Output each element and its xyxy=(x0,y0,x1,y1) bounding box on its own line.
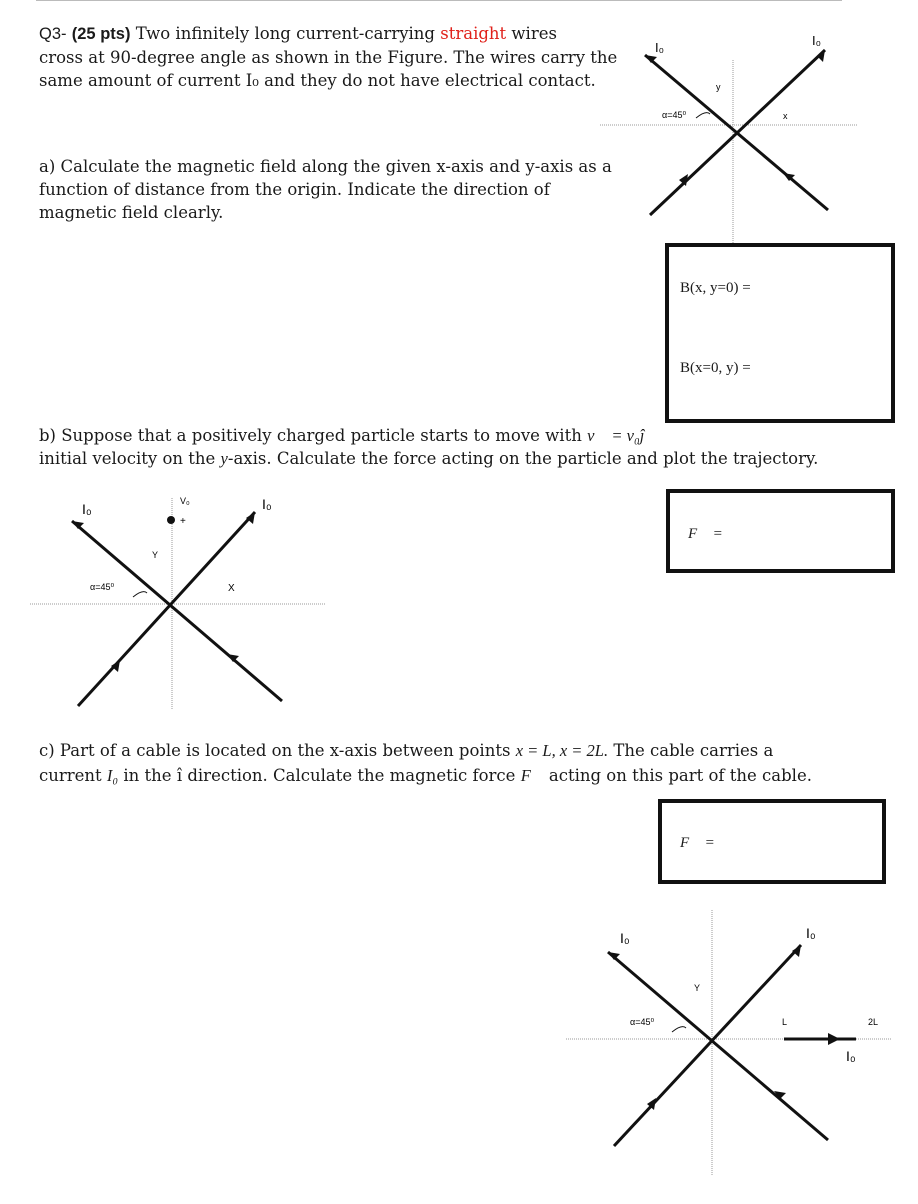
point-2l-label: 2L xyxy=(868,1017,879,1027)
part-a-line-3: magnetic field clearly. xyxy=(39,203,224,222)
current-label: I₀ xyxy=(655,40,665,55)
intro-line-3: same amount of current I₀ and they do not have electrical contact. xyxy=(39,71,596,90)
angle-label: α=45⁰ xyxy=(630,1017,655,1027)
wire-1 xyxy=(72,521,282,701)
x-axis-label: X xyxy=(228,583,235,594)
current-label: I₀ xyxy=(806,925,816,941)
top-rule xyxy=(36,0,842,1)
arrow-icon xyxy=(828,1033,840,1045)
part-b-y: y xyxy=(220,449,228,468)
part-c-text xyxy=(39,738,812,788)
question-number: Q3- xyxy=(39,25,67,43)
part-a-text xyxy=(39,155,612,224)
part-c-force: F⃗ xyxy=(520,766,544,785)
intro-highlight: straight xyxy=(440,24,507,43)
part-b-velocity: v⃗ = v₀ĵ xyxy=(587,426,645,445)
y-axis-label: Y xyxy=(152,550,159,560)
answer-box-part-a[interactable] xyxy=(665,243,895,423)
part-a-line-2: function of distance from the origin. Indicate the direction of xyxy=(39,180,550,199)
charged-particle xyxy=(167,516,175,524)
part-b-line-1: b) Suppose that a positively charged particle starts to move with xyxy=(39,426,582,445)
question-points: (25 pts) xyxy=(71,25,131,43)
intro-text-1: Two infinitely long current-carrying xyxy=(135,24,435,43)
cable-current-label: I₀ xyxy=(846,1048,856,1064)
part-b-text xyxy=(39,424,818,470)
intro-line-2: cross at 90-degree angle as shown in the Figure. The wires carry the xyxy=(39,48,618,67)
wire-2 xyxy=(650,50,825,215)
y-axis-label: Y xyxy=(694,983,701,993)
current-label: I₀ xyxy=(812,33,822,48)
wire-1 xyxy=(608,952,828,1140)
figure-crossed-wires-2 xyxy=(30,478,330,713)
answer-box-part-c[interactable] xyxy=(658,799,886,884)
angle-arc xyxy=(133,592,147,597)
angle-label: α=45⁰ xyxy=(662,110,687,120)
velocity-label: V₀ xyxy=(180,496,190,506)
x-axis-label: x xyxy=(783,111,788,121)
point-l-label: L xyxy=(782,1017,788,1027)
figure-crossed-wires-1 xyxy=(600,20,860,250)
part-c-line-2b: in the î direction. Calculate the magnetic force xyxy=(123,766,516,785)
part-c-line-1: c) Part of a cable is located on the x-axis between points xyxy=(39,741,511,760)
part-c-range: x = L, x = 2L. xyxy=(515,741,609,760)
angle-label: α=45⁰ xyxy=(90,582,115,592)
answer-label-b-x: B(x, y=0) = xyxy=(680,280,751,296)
current-label: I₀ xyxy=(620,930,630,946)
intro-text-2: wires xyxy=(511,24,557,43)
question-intro xyxy=(39,22,617,92)
wire-2 xyxy=(78,512,255,706)
answer-label-b-y: B(x=0, y) = xyxy=(680,360,751,376)
part-c-line-2a: current xyxy=(39,766,102,785)
answer-label-force-c: F⃗ = xyxy=(680,835,715,851)
angle-arc xyxy=(696,113,710,118)
part-c-line-2c: acting on this part of the cable. xyxy=(548,766,812,785)
part-c-line-1-end: The cable carries a xyxy=(613,741,774,760)
answer-box-part-b[interactable] xyxy=(666,489,895,573)
current-label: I₀ xyxy=(262,496,272,512)
y-axis-label: y xyxy=(716,82,721,92)
figure-crossed-wires-3 xyxy=(566,905,896,1180)
part-b-line-2a: initial velocity on the xyxy=(39,449,216,468)
part-c-current: I₀ xyxy=(106,766,119,785)
part-a-line-1: a) Calculate the magnetic field along the given x-axis and y-axis as a xyxy=(39,157,612,176)
part-b-line-2b: -axis. Calculate the force acting on the particle and plot the trajectory. xyxy=(227,449,819,468)
angle-arc xyxy=(672,1027,686,1032)
answer-label-force-b: F⃗ = xyxy=(688,526,723,542)
charge-sign: + xyxy=(180,516,186,527)
wire-2 xyxy=(614,945,801,1146)
current-label: I₀ xyxy=(82,501,92,517)
